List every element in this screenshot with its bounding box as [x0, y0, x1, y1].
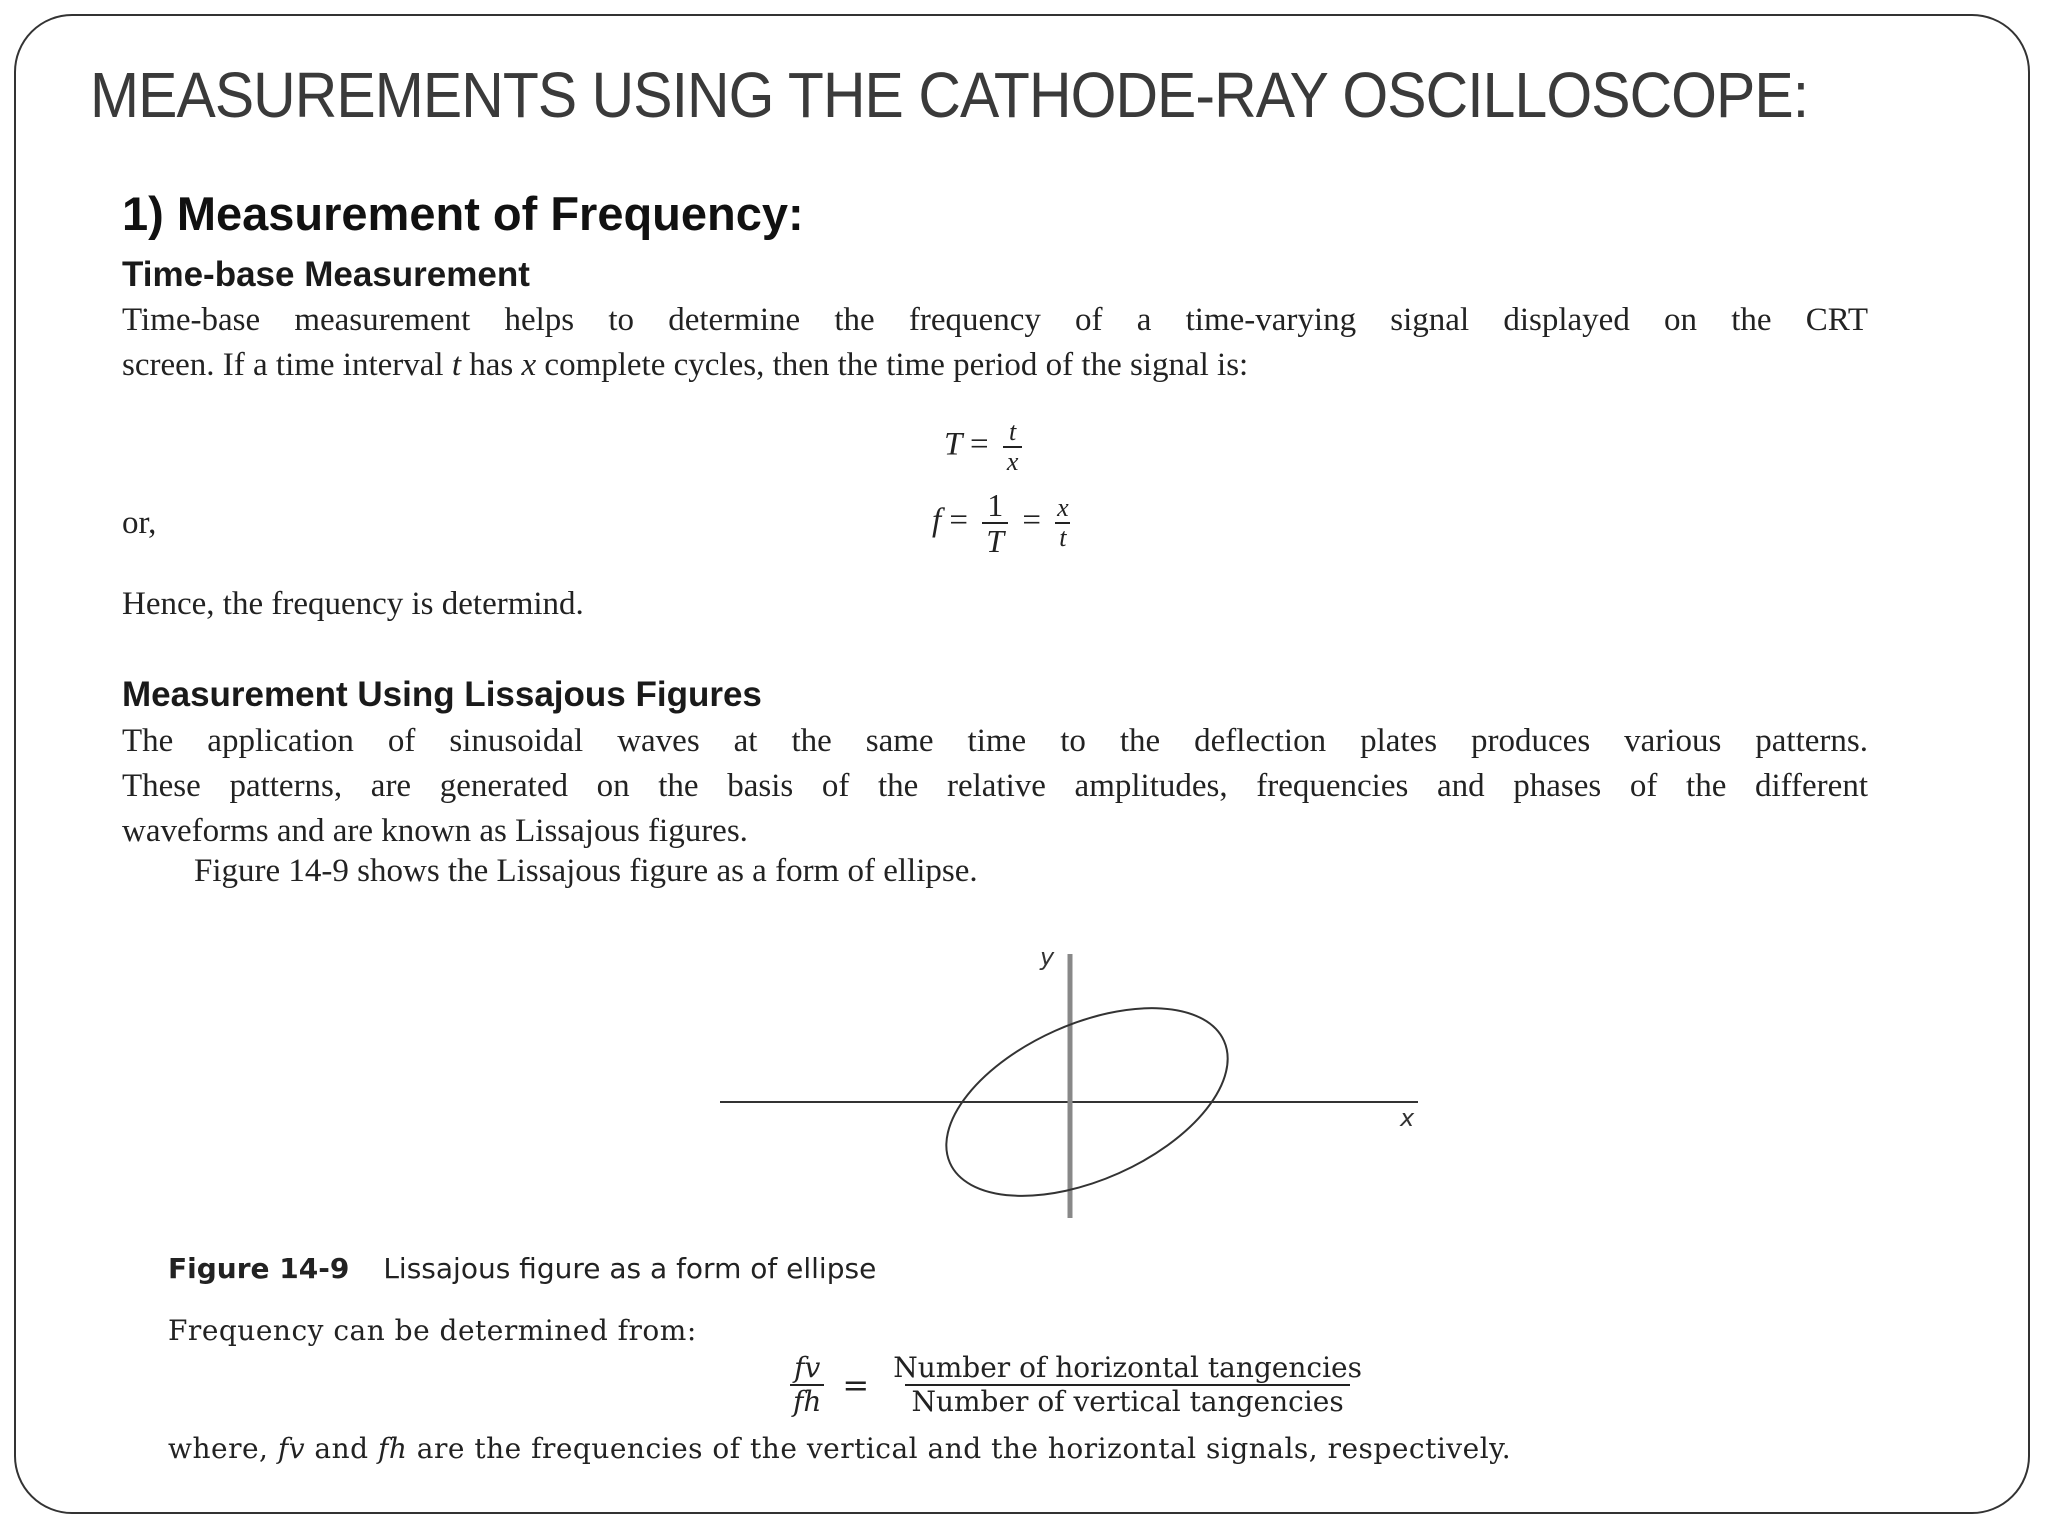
var-fv: fv	[277, 1432, 306, 1465]
lissajous-line-3: waveforms and are known as Lissajous figures.	[122, 813, 748, 849]
ratio-lhs	[790, 1352, 824, 1418]
rhs-den: Number of vertical tangencies	[905, 1384, 1349, 1418]
fraction-den: t	[1055, 522, 1070, 552]
lissajous-line-2: These patterns, are generated on the basis of the relative amplitudes, frequencies and phases of the different	[122, 768, 1868, 804]
ratio-num: fv	[794, 1351, 821, 1384]
x-axis-label: x	[1400, 1104, 1415, 1132]
text-run: are the frequencies of the vertical and the horizontal signals, respectively.	[407, 1432, 1512, 1465]
eq-sign: =	[842, 1366, 870, 1404]
fraction-den: T	[982, 522, 1008, 558]
text-run: and	[305, 1432, 378, 1465]
fraction-num: 1	[987, 487, 1004, 523]
where-statement	[168, 1432, 1511, 1465]
var-fh: fh	[377, 1432, 408, 1465]
fraction-num: t	[1009, 417, 1017, 446]
ratio-den: fh	[790, 1384, 824, 1418]
lissajous-line-4: Figure 14-9 shows the Lissajous figure as a form of ellipse.	[194, 853, 978, 889]
text-run: screen. If a time interval	[122, 347, 452, 383]
fraction-num: x	[1057, 493, 1069, 522]
tangency-ratio-equation	[790, 1352, 1368, 1418]
lissajous-heading: Measurement Using Lissajous Figures	[122, 675, 762, 714]
equation-period	[944, 418, 1028, 476]
figure-caption	[168, 1252, 876, 1285]
fraction-den: x	[1003, 446, 1023, 476]
section-title: 1) Measurement of Frequency:	[122, 187, 804, 240]
fraction	[1055, 494, 1070, 552]
ellipse-curve	[918, 970, 1256, 1230]
timebase-line-2	[122, 343, 1868, 388]
ratio-rhs	[887, 1352, 1368, 1418]
fraction	[982, 488, 1008, 558]
fraction	[1003, 418, 1023, 476]
timebase-conclusion: Hence, the frequency is determind.	[122, 586, 584, 622]
text-run: has	[461, 347, 522, 383]
eq-sign: =	[949, 502, 969, 539]
caption-label: Figure 14-9	[168, 1252, 350, 1285]
lissajous-figure	[700, 940, 1440, 1230]
eq-lhs: f	[932, 502, 942, 539]
y-axis-label: y	[1040, 943, 1055, 971]
or-label: or,	[122, 505, 157, 541]
timebase-heading: Time-base Measurement	[122, 255, 530, 294]
slide-title: MEASUREMENTS USING THE CATHODE-RAY OSCILLOSCOPE:	[90, 59, 1809, 131]
text-run: where,	[168, 1432, 278, 1465]
eq-sign: =	[1022, 502, 1041, 539]
var-t: t	[451, 347, 462, 383]
timebase-line-1: Time-base measurement helps to determine the frequency of a time-varying signal displayed on the CRT	[122, 302, 1868, 338]
equation-frequency	[932, 488, 1076, 558]
var-x: x	[521, 347, 537, 383]
rhs-num: Number of horizontal tangencies	[893, 1351, 1362, 1384]
timebase-paragraph	[122, 298, 1868, 388]
frequency-intro: Frequency can be determined from:	[168, 1314, 697, 1347]
caption-text: Lissajous figure as a form of ellipse	[383, 1252, 877, 1285]
lissajous-line-1: The application of sinusoidal waves at the same time to the deflection plates produces various patterns.	[122, 723, 1868, 759]
eq-sign: =	[970, 426, 989, 463]
lissajous-paragraph	[122, 719, 1868, 854]
text-run: complete cycles, then the time period of the signal is:	[536, 347, 1249, 383]
eq-lhs: T	[944, 426, 962, 463]
